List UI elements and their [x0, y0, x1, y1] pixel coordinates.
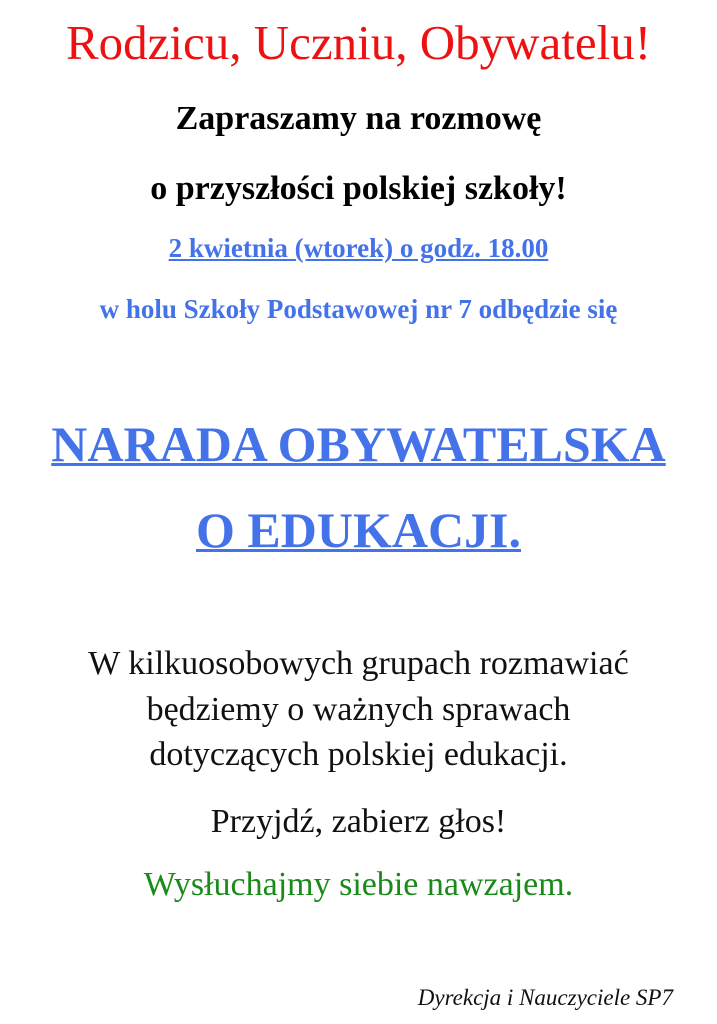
call-to-action: Przyjdź, zabierz głos!	[210, 803, 507, 840]
signature: Dyrekcja i Nauczyciele SP7	[417, 985, 673, 1010]
event-title-line-2: O EDUKACJI.	[195, 502, 522, 558]
invitation-line-1: Zapraszamy na rozmowę	[175, 100, 542, 137]
event-title-line-1: NARADA OBYWATELSKA	[51, 416, 666, 472]
closing-line: Wysłuchajmy siebie nawzajem.	[143, 866, 574, 903]
event-date: 2 kwietnia (wtorek) o godz. 18.00	[168, 233, 549, 263]
event-place: w holu Szkoły Podstawowej nr 7 odbędzie się	[99, 294, 618, 324]
description-line-2: będziemy o ważnych sprawach	[146, 691, 571, 728]
greeting-heading: Rodzicu, Uczniu, Obywatelu!	[65, 15, 652, 70]
description-line-3: dotyczących polskiej edukacji.	[149, 736, 568, 773]
description-line-1: W kilkuosobowych grupach rozmawiać	[88, 645, 629, 682]
invitation-line-2: o przyszłości polskiej szkoły!	[150, 170, 567, 207]
